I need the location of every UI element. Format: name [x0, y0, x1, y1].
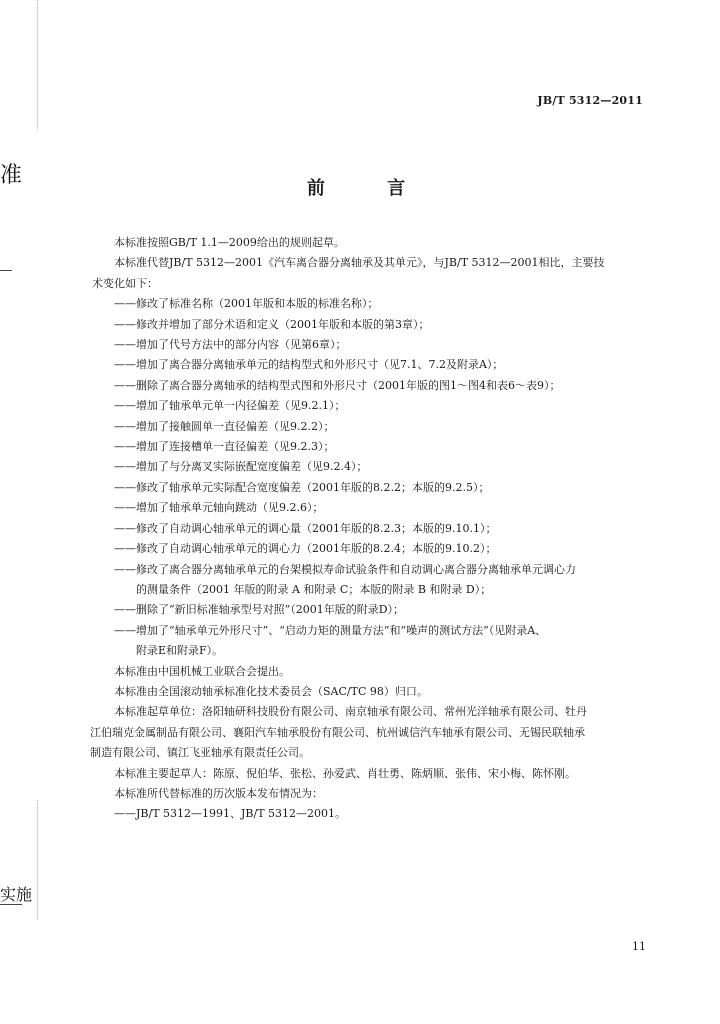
change-item: ——修改了轴承单元实际配合宽度偏差（2001年版的8.2.2；本版的9.2.5）；: [114, 480, 490, 494]
paragraph-drafting-organizations: 制造有限公司、镇江飞亚轴承有限责任公司。: [90, 746, 310, 760]
binding-margin-line-top: [37, 0, 38, 130]
change-item: ——增加了“轴承单元外形尺寸”、“启动力矩的测量方法”和“噪声的测试方法”（见附录A、: [114, 623, 547, 637]
paragraph-drafting-organizations: 江伯瑞克金属制品有限公司、襄阳汽车轴承股份有限公司、杭州诚信汽车轴承有限公司、无锡民联轴承: [90, 725, 585, 739]
change-item: ——增加了连接槽单一直径偏差（见9.2.3）；: [114, 440, 335, 454]
standard-code-header: JB/T 5312—2011: [537, 94, 643, 107]
change-item: ——修改了自动调心轴承单元的调心力（2001年版的8.2.4；本版的9.10.2）；: [114, 542, 497, 556]
paragraph-history: ——JB/T 5312—1991、JB/T 5312—2001。: [114, 807, 347, 821]
page-number: 11: [632, 940, 646, 953]
change-item: ——修改了标准名称（2001年版和本版的标准名称）；: [114, 297, 379, 311]
paragraph-rules: 本标准按照GB/T 1.1—2009给出的规则起草。: [114, 236, 345, 249]
paragraph-technical-committee: 本标准由全国滚动轴承标准化技术委员会（SAC/TC 98）归口。: [114, 684, 428, 698]
page-title: 前 言: [306, 178, 434, 199]
change-item: ——增加了与分离叉实际嵌配宽度偏差（见9.2.4）；: [114, 460, 368, 474]
change-item: ——增加了轴承单元轴向跳动（见9.2.6）；: [114, 501, 324, 515]
change-item: ——修改并增加了部分术语和定义（2001年版和本版的第3章）；: [114, 317, 430, 331]
change-item: ——修改了自动调心轴承单元的调心量（2001年版的8.2.3；本版的9.10.1）；: [114, 521, 497, 535]
paragraph-proposer: 本标准由中国机械工业联合会提出。: [114, 664, 290, 678]
edge-text-fragment: 准: [0, 163, 23, 188]
paragraph-history-title: 本标准所代替标准的历次版本发布情况为：: [114, 786, 323, 800]
binding-margin-line-bottom: [37, 800, 38, 920]
change-item-continued: 的测量条件（2001 年版的附录 A 和附录 C；本版的附录 B 和附录 D）；: [136, 582, 492, 596]
change-item: ——修改了离合器分离轴承单元的台架模拟寿命试验条件和自动调心离合器分离轴承单元调心力: [114, 562, 576, 576]
change-item: ——删除了“新旧标准轴承型号对照”（2001年版的附录D）；: [114, 603, 405, 617]
paragraph-drafting-organizations: 本标准起草单位：洛阳轴研科技股份有限公司、南京轴承有限公司、常州光洋轴承有限公司、牡丹: [114, 705, 587, 719]
paragraph-replaces-line: 术变化如下：: [92, 276, 158, 290]
change-item: ——增加了接触圆单一直径偏差（见9.2.2）；: [114, 419, 335, 433]
paragraph-drafters: 本标准主要起草人：陈原、倪伯华、张松、孙爱武、肖壮勇、陈炳顺、张伟、宋小梅、陈怀刚。: [114, 766, 576, 780]
edge-rule-fragment: [0, 904, 22, 905]
edge-text-fragment: 实施: [0, 885, 33, 904]
change-item: ——增加了轴承单元单一内径偏差（见9.2.1）；: [114, 399, 346, 413]
paragraph-replaces-line: 本标准代替JB/T 5312—2001《汽车离合器分离轴承及其单元》，与JB/T 5312—2001相比，主要技: [114, 256, 605, 270]
change-item: ——增加了离合器分离轴承单元的结构型式和外形尺寸（见7.1、7.2及附录A）；: [114, 358, 504, 372]
change-item: ——删除了离合器分离轴承的结构型式图和外形尺寸（2001年版的图1～图4和表6～表9）；: [114, 378, 561, 392]
change-item-continued: 附录E和附录F）。: [136, 644, 224, 658]
foreword-body: [92, 233, 662, 825]
change-item: ——增加了代号方法中的部分内容（见第6章）；: [114, 338, 347, 352]
edge-rule-fragment: [0, 270, 12, 271]
